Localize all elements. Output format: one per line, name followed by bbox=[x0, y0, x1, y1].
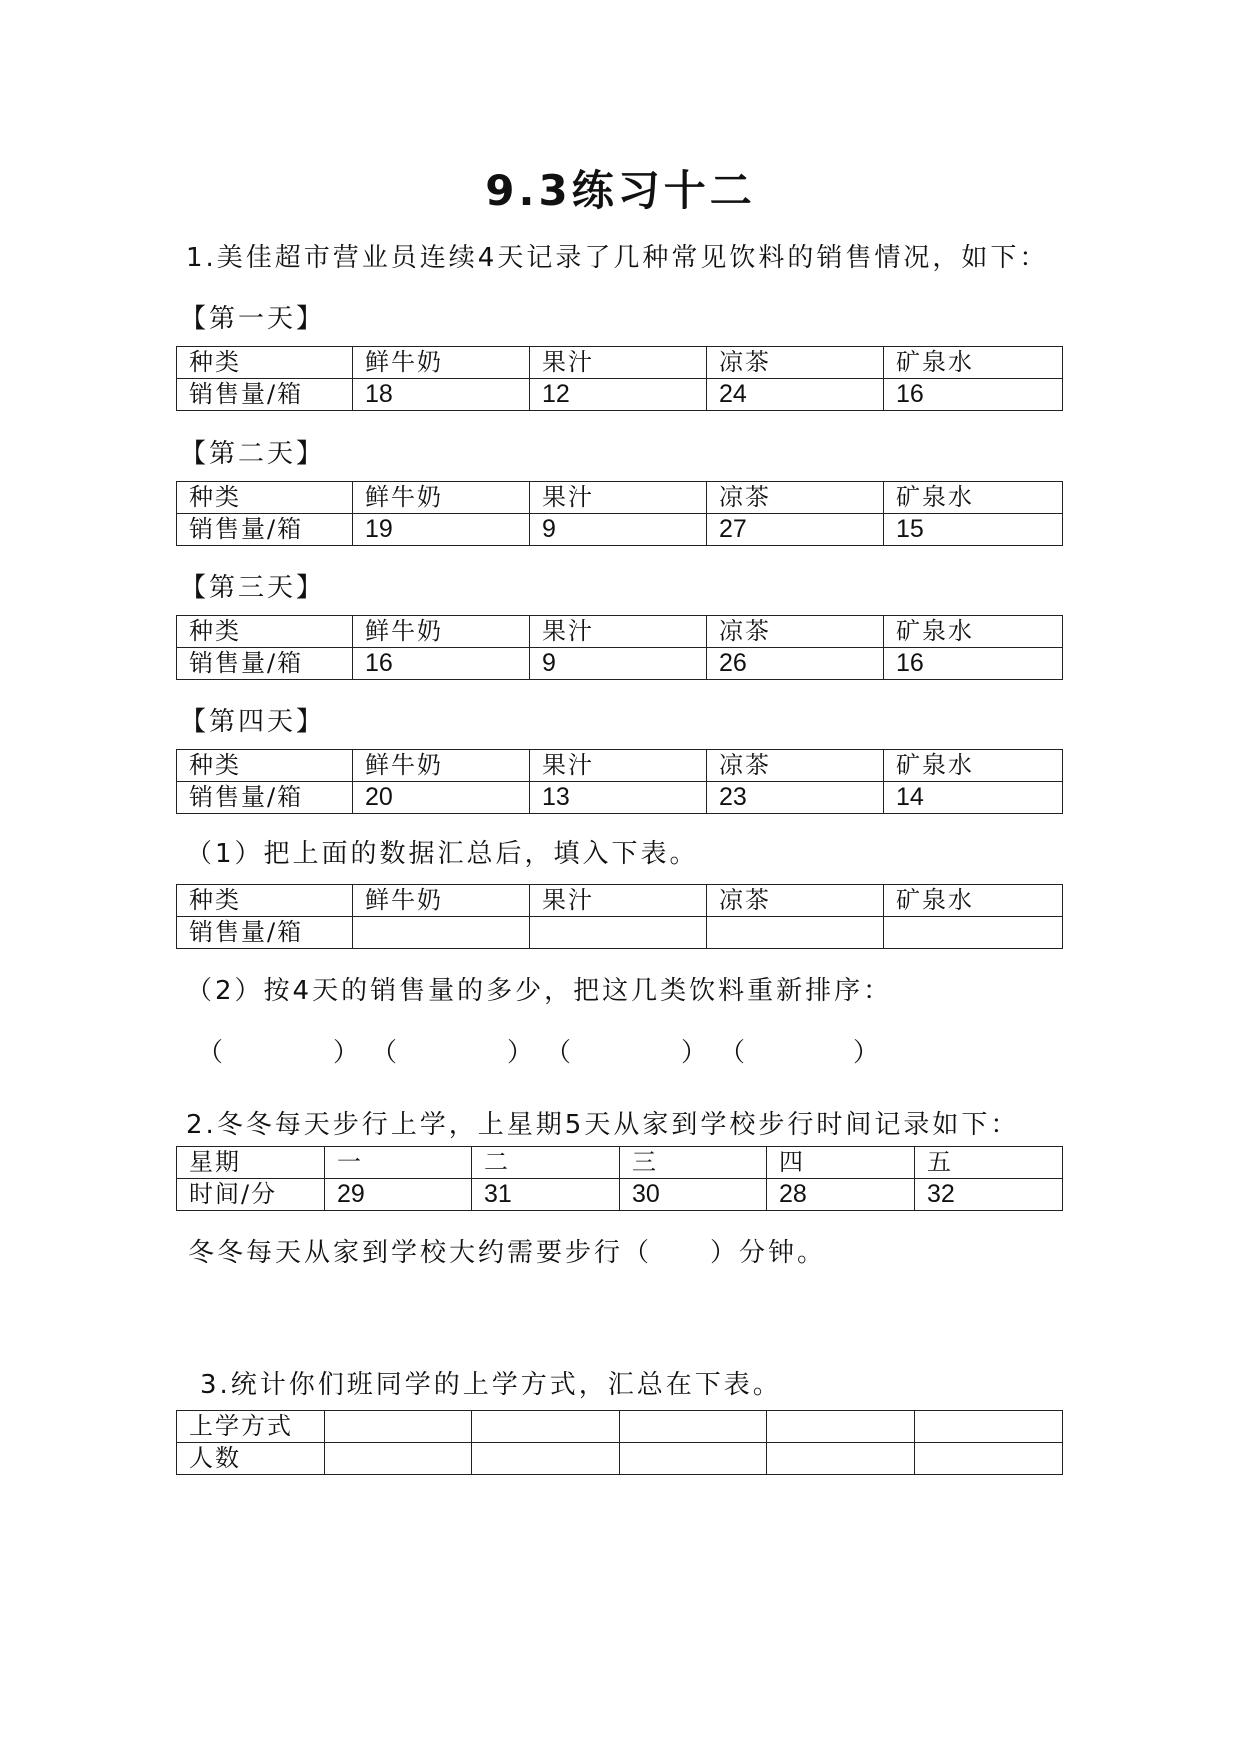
row-label: 时间/分 bbox=[177, 1179, 325, 1211]
answer-cell[interactable] bbox=[325, 1411, 472, 1443]
table-row bbox=[177, 1147, 1063, 1179]
value-cell: 31 bbox=[472, 1179, 620, 1211]
blank-open-3: （ bbox=[545, 1038, 572, 1068]
table-row bbox=[177, 648, 1063, 680]
header-cell: 矿泉水 bbox=[884, 616, 1063, 648]
value-cell: 9 bbox=[530, 514, 707, 546]
table-row bbox=[177, 750, 1063, 782]
header-cell: 凉茶 bbox=[707, 347, 884, 379]
value-cell: 15 bbox=[884, 514, 1063, 546]
value-cell: 13 bbox=[530, 782, 707, 814]
q1-prompt: 1.美佳超市营业员连续4天记录了几种常见饮料的销售情况，如下： bbox=[186, 243, 1049, 273]
answer-cell[interactable] bbox=[325, 1443, 472, 1475]
table-row bbox=[177, 782, 1063, 814]
header-cell: 种类 bbox=[177, 750, 353, 782]
day-1-table bbox=[176, 346, 1063, 411]
answer-cell[interactable] bbox=[707, 917, 884, 949]
table-row bbox=[177, 1411, 1063, 1443]
table-row bbox=[177, 514, 1063, 546]
answer-cell[interactable] bbox=[472, 1443, 620, 1475]
header-cell: 凉茶 bbox=[707, 750, 884, 782]
header-cell: 鲜牛奶 bbox=[353, 616, 530, 648]
answer-cell[interactable] bbox=[767, 1411, 915, 1443]
header-cell: 星期 bbox=[177, 1147, 325, 1179]
answer-cell[interactable] bbox=[767, 1443, 915, 1475]
answer-cell[interactable] bbox=[884, 917, 1063, 949]
row-label: 销售量/箱 bbox=[177, 782, 353, 814]
header-cell: 果汁 bbox=[530, 482, 707, 514]
day-4-table bbox=[176, 749, 1063, 814]
header-cell: 矿泉水 bbox=[884, 482, 1063, 514]
row-label: 销售量/箱 bbox=[177, 379, 353, 411]
header-cell: 种类 bbox=[177, 347, 353, 379]
header-cell: 种类 bbox=[177, 885, 353, 917]
q1-part1: （1）把上面的数据汇总后，填入下表。 bbox=[186, 839, 699, 869]
answer-cell[interactable] bbox=[472, 1411, 620, 1443]
value-cell: 16 bbox=[884, 648, 1063, 680]
header-cell: 二 bbox=[472, 1147, 620, 1179]
day-2-table bbox=[176, 481, 1063, 546]
header-cell: 种类 bbox=[177, 482, 353, 514]
header-cell: 种类 bbox=[177, 616, 353, 648]
q1-part2: （2）按4天的销售量的多少，把这几类饮料重新排序： bbox=[186, 976, 893, 1006]
header-cell: 鲜牛奶 bbox=[353, 750, 530, 782]
day-2-label: 【第二天】 bbox=[180, 439, 326, 469]
row-label: 销售量/箱 bbox=[177, 917, 353, 949]
table-row bbox=[177, 885, 1063, 917]
value-cell: 30 bbox=[620, 1179, 767, 1211]
blank-close-3: ） bbox=[681, 1038, 708, 1068]
header-cell: 果汁 bbox=[530, 347, 707, 379]
walk-time-table bbox=[176, 1146, 1063, 1211]
blank-open-1: （ bbox=[197, 1038, 224, 1068]
table-row bbox=[177, 616, 1063, 648]
value-cell: 26 bbox=[707, 648, 884, 680]
row-label: 销售量/箱 bbox=[177, 648, 353, 680]
answer-cell[interactable] bbox=[915, 1411, 1063, 1443]
table-row bbox=[177, 482, 1063, 514]
commute-table bbox=[176, 1410, 1063, 1475]
header-cell: 凉茶 bbox=[707, 616, 884, 648]
summary-table bbox=[176, 884, 1063, 949]
value-cell: 16 bbox=[353, 648, 530, 680]
q2-prompt: 2.冬冬每天步行上学，上星期5天从家到学校步行时间记录如下： bbox=[186, 1110, 1020, 1140]
q3-prompt: 3.统计你们班同学的上学方式，汇总在下表。 bbox=[200, 1370, 782, 1400]
table-row bbox=[177, 1179, 1063, 1211]
header-cell: 鲜牛奶 bbox=[353, 885, 530, 917]
header-cell: 一 bbox=[325, 1147, 472, 1179]
header-cell: 凉茶 bbox=[707, 482, 884, 514]
answer-cell[interactable] bbox=[915, 1443, 1063, 1475]
table-row bbox=[177, 379, 1063, 411]
header-cell: 果汁 bbox=[530, 885, 707, 917]
value-cell: 29 bbox=[325, 1179, 472, 1211]
value-cell: 32 bbox=[915, 1179, 1063, 1211]
day-4-label: 【第四天】 bbox=[180, 707, 326, 737]
value-cell: 14 bbox=[884, 782, 1063, 814]
row-label: 上学方式 bbox=[177, 1411, 325, 1443]
blank-open-4: （ bbox=[719, 1038, 746, 1068]
table-row bbox=[177, 1443, 1063, 1475]
header-cell: 鲜牛奶 bbox=[353, 482, 530, 514]
header-cell: 三 bbox=[620, 1147, 767, 1179]
value-cell: 19 bbox=[353, 514, 530, 546]
day-1-label: 【第一天】 bbox=[180, 304, 326, 334]
header-cell: 矿泉水 bbox=[884, 347, 1063, 379]
blank-close-4: ） bbox=[853, 1038, 880, 1068]
value-cell: 18 bbox=[353, 379, 530, 411]
answer-cell[interactable] bbox=[620, 1411, 767, 1443]
answer-cell[interactable] bbox=[353, 917, 530, 949]
header-cell: 凉茶 bbox=[707, 885, 884, 917]
blank-open-2: （ bbox=[371, 1038, 398, 1068]
day-3-label: 【第三天】 bbox=[180, 573, 326, 603]
header-cell: 果汁 bbox=[530, 750, 707, 782]
row-label: 销售量/箱 bbox=[177, 514, 353, 546]
value-cell: 27 bbox=[707, 514, 884, 546]
value-cell: 23 bbox=[707, 782, 884, 814]
table-row bbox=[177, 917, 1063, 949]
value-cell: 9 bbox=[530, 648, 707, 680]
answer-cell[interactable] bbox=[530, 917, 707, 949]
header-cell: 矿泉水 bbox=[884, 750, 1063, 782]
value-cell: 24 bbox=[707, 379, 884, 411]
day-3-table bbox=[176, 615, 1063, 680]
row-label: 人数 bbox=[177, 1443, 325, 1475]
value-cell: 16 bbox=[884, 379, 1063, 411]
value-cell: 28 bbox=[767, 1179, 915, 1211]
answer-cell[interactable] bbox=[620, 1443, 767, 1475]
header-cell: 五 bbox=[915, 1147, 1063, 1179]
blank-close-2: ） bbox=[507, 1038, 534, 1068]
value-cell: 20 bbox=[353, 782, 530, 814]
header-cell: 矿泉水 bbox=[884, 885, 1063, 917]
header-cell: 四 bbox=[767, 1147, 915, 1179]
q2-answer-line: 冬冬每天从家到学校大约需要步行（ ）分钟。 bbox=[188, 1238, 827, 1268]
page-title: 9.3练习十二 bbox=[485, 166, 756, 215]
value-cell: 12 bbox=[530, 379, 707, 411]
table-row bbox=[177, 347, 1063, 379]
header-cell: 果汁 bbox=[530, 616, 707, 648]
header-cell: 鲜牛奶 bbox=[353, 347, 530, 379]
blank-close-1: ） bbox=[333, 1038, 360, 1068]
